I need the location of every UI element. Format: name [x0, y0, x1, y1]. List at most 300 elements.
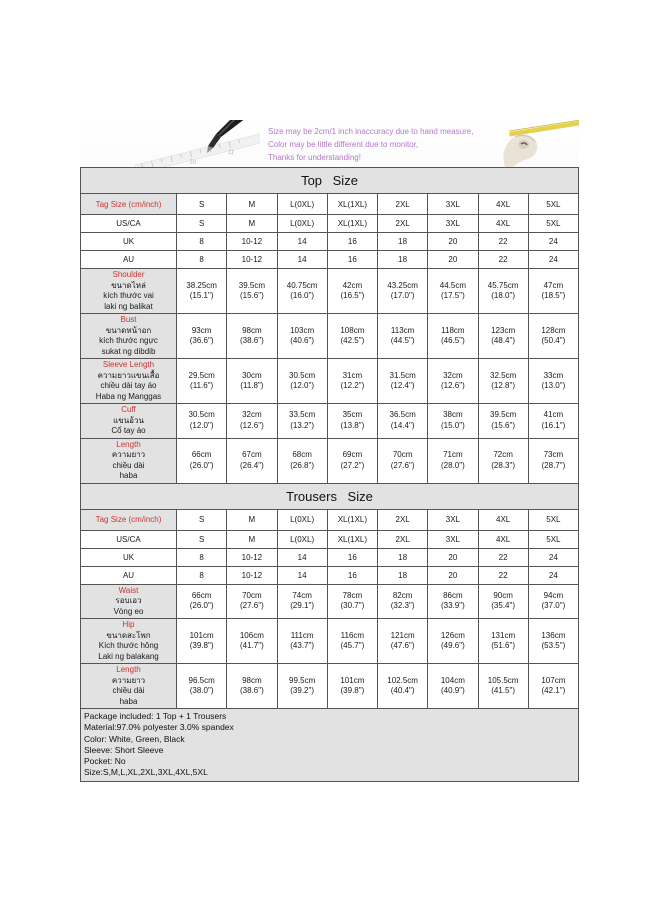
value-cm: 45.75cm [487, 280, 519, 290]
size-cell: S [177, 215, 227, 233]
measure-name-translation: laki ng balikat [104, 301, 153, 311]
value-cm: 128cm [541, 325, 566, 335]
value-cm: 30.5cm [289, 370, 316, 380]
row-label: AU [81, 566, 177, 584]
value-inch: (46.5") [441, 336, 465, 345]
size-cell: 24 [528, 251, 578, 269]
size-cell: 22 [478, 548, 528, 566]
size-cell: 5XL [528, 530, 578, 548]
value-inch: (43.7") [290, 641, 314, 650]
size-cell: 2XL [378, 509, 428, 530]
value-inch: (12.0") [290, 381, 314, 390]
value-inch: (12.6") [441, 381, 465, 390]
size-cell: 10-12 [227, 233, 277, 251]
size-cell: 10-12 [227, 548, 277, 566]
value-cm: 96.5cm [188, 675, 215, 685]
measure-value-cell [378, 664, 428, 709]
size-cell: 3XL [428, 509, 478, 530]
measure-label [81, 438, 177, 483]
measure-name-translation: ขนาดไหล่ [111, 280, 146, 290]
size-cell: 14 [277, 548, 327, 566]
value-inch: (37.0") [541, 601, 566, 611]
measure-value-cell [528, 584, 578, 619]
measure-name: Sleeve Length [102, 360, 155, 369]
value-cm: 98cm [242, 675, 262, 685]
size-cell: M [227, 530, 277, 548]
measure-value-cell [528, 404, 578, 439]
measure-row [81, 619, 579, 664]
size-cell: 18 [378, 548, 428, 566]
measure-value-cell [327, 314, 377, 359]
value-cm: 32cm [242, 410, 262, 420]
value-inch: (39.8") [189, 641, 214, 650]
size-cell: 20 [428, 251, 478, 269]
value-inch: (15.6") [240, 291, 264, 300]
value-inch: (12.0") [189, 420, 214, 430]
value-cm: 73cm [543, 450, 564, 459]
size-cell: M [227, 509, 277, 530]
measure-value-cell [478, 314, 528, 359]
value-inch: (50.4") [541, 336, 566, 345]
value-cm: 74cm [292, 590, 312, 600]
value-inch: (26.0") [189, 601, 214, 611]
value-cm: 104cm [440, 675, 465, 685]
size-row [81, 251, 579, 269]
value-cm: 131cm [491, 630, 516, 640]
value-cm: 30cm [242, 370, 262, 380]
measure-value-cell [327, 664, 377, 709]
measure-value-cell [227, 404, 277, 439]
value-inch: (39.8") [340, 686, 365, 695]
svg-text:11: 11 [227, 149, 235, 157]
size-cell: L(0XL) [277, 530, 327, 548]
color-line: Color: White, Green, Black [84, 733, 185, 744]
sleeve-line: Sleeve: Short Sleeve [84, 744, 164, 755]
measure-label [81, 359, 177, 404]
measure-value-cell [177, 404, 227, 439]
size-cell: 22 [478, 233, 528, 251]
size-cell: 4XL [478, 530, 528, 548]
size-cell: 3XL [428, 530, 478, 548]
measure-name: Cuff [121, 405, 136, 414]
measure-name: Hip [122, 620, 135, 629]
measure-value-cell [327, 404, 377, 439]
measure-value-cell [528, 438, 578, 483]
size-cell: 14 [277, 566, 327, 584]
value-cm: 86cm [443, 590, 463, 600]
measure-row [81, 664, 579, 709]
value-inch: (32.3") [390, 601, 415, 611]
value-cm: 41cm [543, 410, 564, 420]
value-inch: (35.4") [491, 601, 515, 611]
value-cm: 39.5cm [490, 410, 517, 420]
section-header-row [81, 483, 579, 509]
measure-name-translation: ความยาว [111, 675, 146, 685]
measure-value-cell [378, 404, 428, 439]
measure-name-translation: ขนาดสะโพก [106, 630, 151, 640]
value-inch: (16.0") [290, 291, 314, 300]
value-inch: (13.8") [340, 420, 365, 430]
value-cm: 99.5cm [289, 675, 316, 685]
value-inch: (17.5") [441, 291, 465, 300]
value-inch: (40.4") [390, 686, 415, 695]
measure-name-translation: kích thước vai [103, 291, 154, 300]
value-cm: 31cm [342, 370, 363, 380]
measure-name: Length [116, 439, 141, 449]
value-cm: 32cm [443, 370, 463, 380]
size-cell: 16 [327, 251, 377, 269]
size-row [81, 530, 579, 548]
size-cell: 2XL [378, 215, 428, 233]
size-cell: 24 [528, 566, 578, 584]
measure-value-cell [277, 619, 327, 664]
measure-value-cell [177, 314, 227, 359]
value-inch: (47.6") [390, 641, 415, 650]
measure-name-translation: haba [119, 471, 138, 480]
measure-value-cell [177, 584, 227, 619]
measure-name-translation: แขนอ้วน [113, 415, 144, 425]
value-inch: (13.2") [290, 420, 314, 430]
product-info-box [80, 709, 579, 782]
measure-name-translation: Vòng eo [113, 606, 144, 616]
banner-disclaimer-text [268, 125, 473, 164]
measure-value-cell [277, 664, 327, 709]
measure-value-cell [227, 664, 277, 709]
size-cell: 5XL [528, 509, 578, 530]
value-cm: 39.5cm [238, 280, 265, 290]
size-cell: 22 [478, 566, 528, 584]
row-label: UK [81, 548, 177, 566]
value-inch: (40.9") [441, 686, 465, 695]
measure-value-cell [378, 619, 428, 664]
measure-name-translation: Haba ng Manggas [95, 391, 162, 401]
value-cm: 123cm [491, 325, 516, 335]
measure-value-cell [327, 269, 377, 314]
value-cm: 38.25cm [186, 280, 217, 290]
value-cm: 102.5cm [387, 675, 418, 685]
value-cm: 78cm [342, 590, 363, 600]
measure-value-cell [478, 664, 528, 709]
size-cell: 10-12 [227, 566, 277, 584]
row-label: UK [81, 233, 177, 251]
value-cm: 42cm [342, 280, 363, 290]
banner-line-2: Color may be little different due to monitor, [268, 140, 419, 149]
measure-name-translation: kích thước ngực [99, 336, 158, 345]
size-row [81, 194, 579, 215]
row-label: AU [81, 251, 177, 269]
value-inch: (26.8") [290, 460, 314, 470]
value-inch: (14.4") [390, 420, 415, 430]
value-inch: (28.7") [541, 460, 566, 470]
value-inch: (15.6") [491, 420, 515, 430]
measure-value-cell [528, 269, 578, 314]
size-cell: S [177, 509, 227, 530]
size-row [81, 509, 579, 530]
size-cell: 3XL [428, 215, 478, 233]
measure-value-cell [227, 314, 277, 359]
size-cell: 20 [428, 566, 478, 584]
size-cell: 5XL [528, 215, 578, 233]
value-cm: 111cm [290, 630, 314, 640]
size-chart-body [81, 168, 579, 709]
value-cm: 29.5cm [188, 370, 215, 380]
size-cell: 2XL [378, 530, 428, 548]
value-inch: (39.2") [290, 686, 314, 695]
value-cm: 118cm [441, 325, 465, 335]
value-cm: 43.25cm [387, 280, 418, 290]
value-inch: (15.1") [189, 291, 214, 300]
banner-line-3: Thanks for understanding! [268, 153, 361, 162]
measure-row [81, 438, 579, 483]
value-cm: 107cm [541, 675, 566, 685]
value-cm: 38cm [443, 410, 463, 420]
banner-line-1: Size may be 2cm/1 inch inaccuracy due to hand measure, [268, 127, 474, 136]
measure-value-cell [277, 269, 327, 314]
section-header-row [81, 168, 579, 194]
size-cell: 16 [327, 548, 377, 566]
measure-name: Bust [120, 315, 137, 324]
size-cell: 3XL [428, 194, 478, 215]
size-cell: 18 [378, 233, 428, 251]
value-inch: (30.7") [340, 601, 365, 611]
value-cm: 66cm [191, 450, 212, 459]
measure-label [81, 664, 177, 709]
size-cell: 4XL [478, 509, 528, 530]
measure-value-cell [227, 359, 277, 404]
package-included-line: Package included: 1 Top + 1 Trousers [84, 711, 227, 721]
value-inch: (36.6") [189, 336, 214, 345]
measure-name-translation: Kích thước hông [98, 641, 159, 650]
value-cm: 113cm [390, 325, 415, 335]
size-cell: 16 [327, 566, 377, 584]
value-cm: 67cm [242, 450, 262, 459]
value-cm: 90cm [493, 590, 513, 600]
size-cell: 8 [177, 566, 227, 584]
value-inch: (38.6") [240, 336, 264, 345]
value-cm: 94cm [543, 590, 564, 600]
measure-value-cell [428, 404, 478, 439]
value-cm: 82cm [392, 590, 413, 600]
value-inch: (33.9") [441, 601, 465, 611]
measure-value-cell [227, 438, 277, 483]
value-cm: 103cm [290, 325, 315, 335]
value-inch: (12.4") [390, 381, 415, 390]
value-inch: (41.7") [240, 641, 264, 650]
measure-value-cell [428, 314, 478, 359]
value-cm: 31.5cm [389, 370, 416, 380]
value-cm: 35cm [342, 410, 363, 420]
value-inch: (41.5") [491, 686, 515, 695]
value-cm: 32.5cm [490, 370, 517, 380]
size-chart-table [80, 167, 579, 709]
measure-value-cell [177, 359, 227, 404]
value-inch: (42.5") [340, 336, 365, 345]
value-inch: (42.1") [541, 686, 566, 695]
section-title: Trousers Size [81, 483, 579, 509]
value-cm: 101cm [189, 630, 214, 640]
value-cm: 106cm [239, 630, 264, 640]
size-cell: 14 [277, 233, 327, 251]
value-inch: (27.2") [340, 460, 365, 470]
measure-name-translation: haba [119, 696, 138, 706]
measure-label [81, 619, 177, 664]
value-inch: (11.6") [190, 381, 214, 390]
size-cell: 10-12 [227, 251, 277, 269]
size-cell: 4XL [478, 215, 528, 233]
pencil-ruler-sketch-image [80, 120, 260, 167]
value-cm: 108cm [340, 325, 365, 335]
measure-value-cell [528, 664, 578, 709]
value-cm: 93cm [191, 325, 212, 335]
value-inch: (26.4") [240, 460, 264, 470]
value-inch: (17.0") [390, 291, 415, 300]
measure-row [81, 314, 579, 359]
value-cm: 69cm [342, 450, 363, 459]
value-inch: (48.4") [491, 336, 515, 345]
value-inch: (11.8") [240, 381, 264, 390]
value-cm: 33.5cm [289, 410, 316, 420]
measure-value-cell [327, 438, 377, 483]
measure-value-cell [177, 269, 227, 314]
size-cell: XL(1XL) [327, 215, 377, 233]
size-cell: 5XL [528, 194, 578, 215]
value-cm: 30.5cm [188, 410, 215, 420]
value-cm: 36.5cm [389, 410, 416, 420]
row-label: Tag Size (cm/inch) [81, 509, 177, 530]
value-cm: 116cm [340, 630, 365, 640]
measure-value-cell [277, 438, 327, 483]
measure-label [81, 404, 177, 439]
row-label: US/CA [81, 215, 177, 233]
size-cell: 8 [177, 548, 227, 566]
pocket-line: Pocket: No [84, 756, 126, 767]
size-row [81, 215, 579, 233]
value-cm: 105.5cm [487, 675, 519, 685]
size-list-line: Size:S,M,L,XL,2XL,3XL,4XL,5XL [84, 767, 208, 778]
measure-value-cell [428, 584, 478, 619]
measure-label [81, 584, 177, 619]
value-cm: 121cm [390, 630, 415, 640]
row-label: US/CA [81, 530, 177, 548]
measure-name-translation: Cổ tay áo [111, 426, 146, 435]
size-cell: 16 [327, 233, 377, 251]
value-inch: (27.6") [240, 601, 264, 611]
size-cell: XL(1XL) [327, 194, 377, 215]
size-cell: M [227, 194, 277, 215]
value-cm: 40.75cm [286, 280, 318, 290]
size-cell: 4XL [478, 194, 528, 215]
value-cm: 71cm [443, 450, 463, 459]
measure-name-translation: chiều dài [112, 460, 145, 470]
value-inch: (38.6") [240, 686, 264, 695]
measure-value-cell [428, 359, 478, 404]
size-cell: 20 [428, 233, 478, 251]
row-label: Tag Size (cm/inch) [81, 194, 177, 215]
measure-value-cell [428, 438, 478, 483]
value-cm: 70cm [392, 450, 413, 459]
size-cell: 24 [528, 548, 578, 566]
size-cell: L(0XL) [277, 215, 327, 233]
measure-value-cell [478, 619, 528, 664]
measure-name: Shoulder [112, 270, 145, 279]
measure-name-translation: Laki ng balakang [98, 651, 159, 661]
measure-row [81, 584, 579, 619]
measure-value-cell [428, 619, 478, 664]
measure-name: Waist [118, 585, 139, 595]
measure-name: Length [116, 665, 141, 674]
measure-value-cell [227, 619, 277, 664]
size-row [81, 233, 579, 251]
measure-name-translation: ขนาดหน้าอก [105, 325, 152, 335]
value-inch: (27.6") [390, 460, 415, 470]
value-cm: 136cm [541, 630, 566, 640]
size-cell: 8 [177, 251, 227, 269]
value-cm: 70cm [242, 590, 262, 600]
banner [80, 120, 579, 167]
measure-value-cell [378, 269, 428, 314]
value-inch: (12.2") [340, 381, 365, 390]
measure-value-cell [478, 359, 528, 404]
measure-name-translation: chiều dài tay áo [100, 381, 157, 390]
measure-value-cell [177, 438, 227, 483]
measure-name-translation: sukat ng dibdib [101, 346, 156, 356]
size-cell: XL(1XL) [327, 509, 377, 530]
size-cell: 14 [277, 251, 327, 269]
measure-value-cell [227, 584, 277, 619]
measure-value-cell [177, 664, 227, 709]
size-cell: M [227, 215, 277, 233]
measure-value-cell [277, 359, 327, 404]
size-cell: 22 [478, 251, 528, 269]
value-inch: (28.3") [491, 460, 515, 470]
value-inch: (28.0") [441, 460, 465, 470]
measure-value-cell [528, 619, 578, 664]
measure-value-cell [277, 584, 327, 619]
measure-value-cell [478, 404, 528, 439]
size-chart-sheet [80, 120, 579, 782]
measure-name-translation: ความยาว [111, 450, 146, 459]
measure-row [81, 404, 579, 439]
svg-text:10: 10 [188, 158, 197, 167]
measure-value-cell [478, 584, 528, 619]
size-row [81, 548, 579, 566]
value-inch: (45.7") [340, 641, 365, 650]
value-inch: (16.1") [541, 420, 566, 430]
value-cm: 33cm [543, 370, 564, 380]
value-inch: (44.5") [390, 336, 415, 345]
value-cm: 47cm [543, 280, 564, 290]
size-cell: 2XL [378, 194, 428, 215]
measure-value-cell [478, 269, 528, 314]
size-cell: S [177, 194, 227, 215]
measure-value-cell [327, 359, 377, 404]
measure-value-cell [478, 438, 528, 483]
measure-value-cell [327, 619, 377, 664]
section-title: Top Size [81, 168, 579, 194]
measure-row [81, 359, 579, 404]
hand-tape-measure-image [491, 120, 579, 167]
measure-value-cell [327, 584, 377, 619]
material-line: Material:97.0% polyester 3.0% spandex [84, 722, 234, 733]
size-cell: 18 [378, 251, 428, 269]
measure-value-cell [378, 359, 428, 404]
value-inch: (51.6") [491, 641, 515, 650]
size-cell: L(0XL) [277, 509, 327, 530]
size-cell: XL(1XL) [327, 530, 377, 548]
value-inch: (12.8") [491, 381, 515, 390]
measure-value-cell [277, 404, 327, 439]
measure-name-translation: รอบเอว [115, 596, 142, 605]
